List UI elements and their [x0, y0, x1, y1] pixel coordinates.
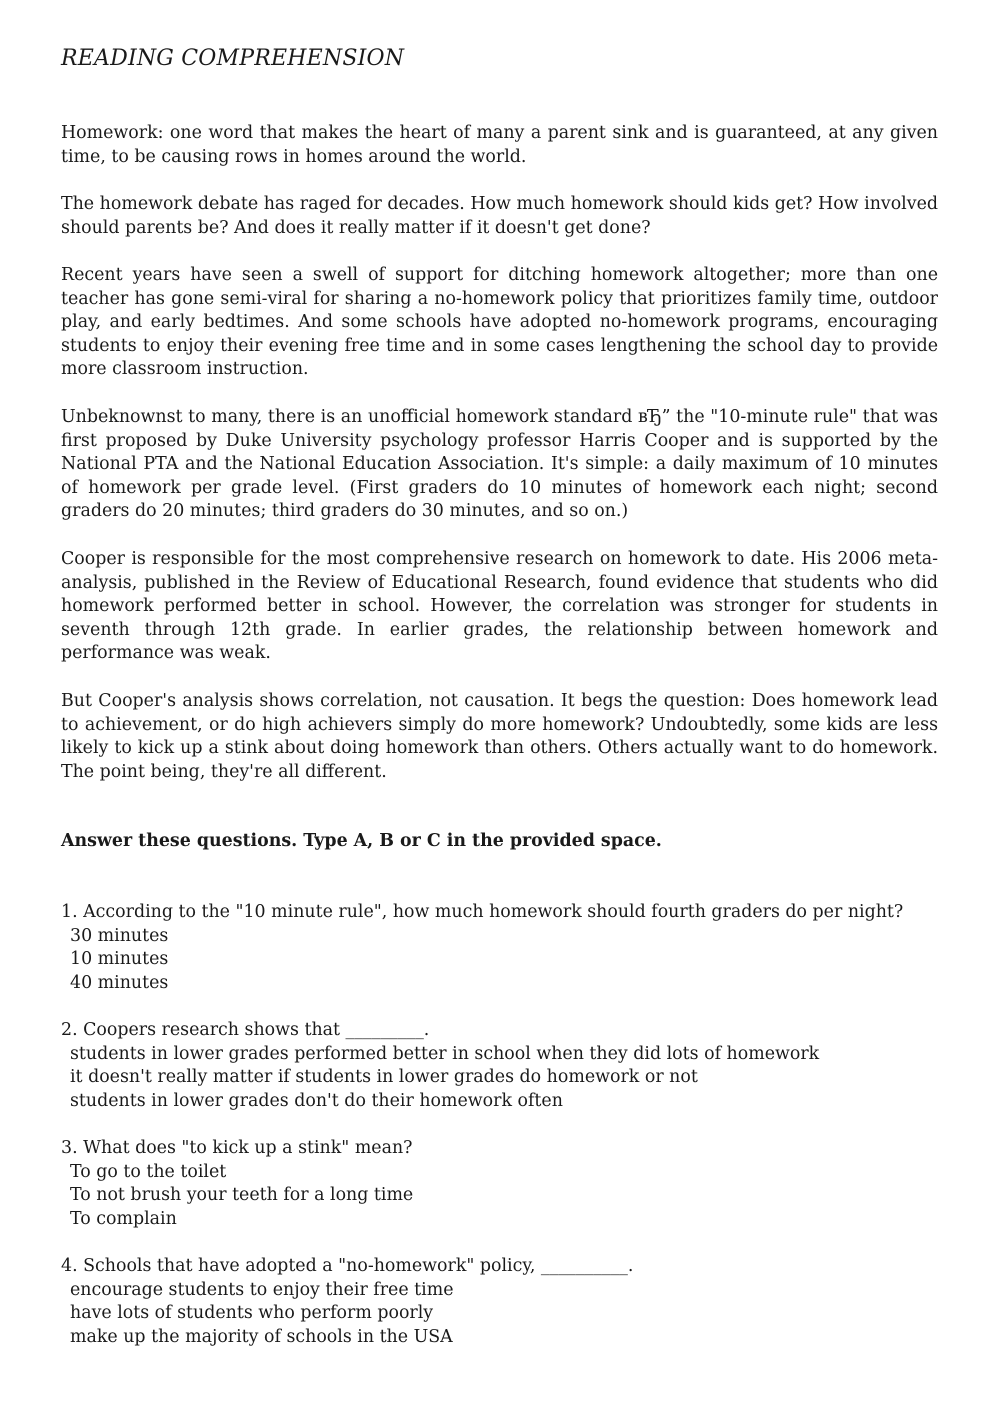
question-text: 1. According to the "10 minute rule", how much homework should fourth graders do per night? — [61, 902, 904, 922]
answer-option-a[interactable]: encourage students to enjoy their free time — [70, 1279, 454, 1300]
answer-option-b[interactable]: it doesn't really matter if students in lower grades do homework or not — [70, 1067, 698, 1088]
answer-option-a[interactable]: To go to the toilet — [70, 1161, 227, 1182]
question-text: 2. Coopers research shows that _________. — [61, 1020, 430, 1040]
answer-option-a[interactable]: 30 minutes — [70, 925, 169, 946]
page-title: READING COMPREHENSION — [61, 46, 405, 71]
answer-option-c[interactable]: students in lower grades don't do their homework often — [70, 1090, 563, 1111]
instructions: Answer these questions. Type A, B or C in the provided space. — [61, 831, 662, 851]
paragraph-5: Cooper is responsible for the most comprehensive research on homework to date. His 2006 meta-analysis, published in the Review of Educational Research, found evidence that students who did homework performed better in school. However, the correlation was stronger for students in seventh through 12th grade. In earlier grades, the relationship between homework and performance was weak. — [61, 549, 938, 664]
question-4 — [61, 1255, 938, 1349]
paragraph-6: But Cooper's analysis shows correlation, not causation. It begs the question: Does homework lead to achievement, or do high achievers simply do more homework? Undoubtedly, some kids are less likely to kick up a stink about doing homework than others. Others actually want to do homework. The point being, they're all different. — [61, 691, 938, 782]
paragraph-3: Recent years have seen a swell of support for ditching homework altogether; more than one teacher has gone semi-viral for sharing a no-homework policy that prioritizes family time, outdoor play, and early bedtimes. And some schools have adopted no-homework programs, encouraging students to enjoy their evening free time and in some cases lengthening the school day to provide more classroom instruction. — [61, 265, 938, 380]
question-text: 3. What does "to kick up a stink" mean? — [61, 1138, 413, 1158]
paragraph-1: Homework: one word that makes the heart of many a parent sink and is guaranteed, at any given time, to be causing rows in homes around the world. — [61, 123, 938, 167]
answer-option-b[interactable]: To not brush your teeth for a long time — [70, 1185, 414, 1206]
question-3 — [61, 1137, 938, 1231]
answer-option-c[interactable]: 40 minutes — [70, 972, 169, 993]
answer-option-b[interactable]: have lots of students who perform poorly — [70, 1303, 434, 1324]
answer-option-a[interactable]: students in lower grades performed better in school when they did lots of homework — [70, 1043, 820, 1064]
answer-option-b[interactable]: 10 minutes — [70, 949, 169, 970]
paragraph-2: The homework debate has raged for decades. How much homework should kids get? How involved should parents be? And does it really matter if it doesn't get done? — [61, 194, 938, 238]
answer-option-c[interactable]: make up the majority of schools in the USA — [70, 1326, 453, 1347]
paragraph-4: Unbeknownst to many, there is an unofficial homework standard вЂ” the "10-minute rule" that was first proposed by Duke University psychology professor Harris Cooper and is supported by the National PTA and the National Education Association. It's simple: a daily maximum of 10 minutes of homework per grade level. (First graders do 10 minutes of homework each night; second graders do 20 minutes; third graders do 30 minutes, and so on.) — [61, 407, 938, 522]
answer-option-c[interactable]: To complain — [70, 1208, 177, 1229]
question-1 — [61, 901, 938, 995]
question-text: 4. Schools that have adopted a "no-homework" policy, __________. — [61, 1256, 634, 1276]
question-2 — [61, 1019, 938, 1113]
